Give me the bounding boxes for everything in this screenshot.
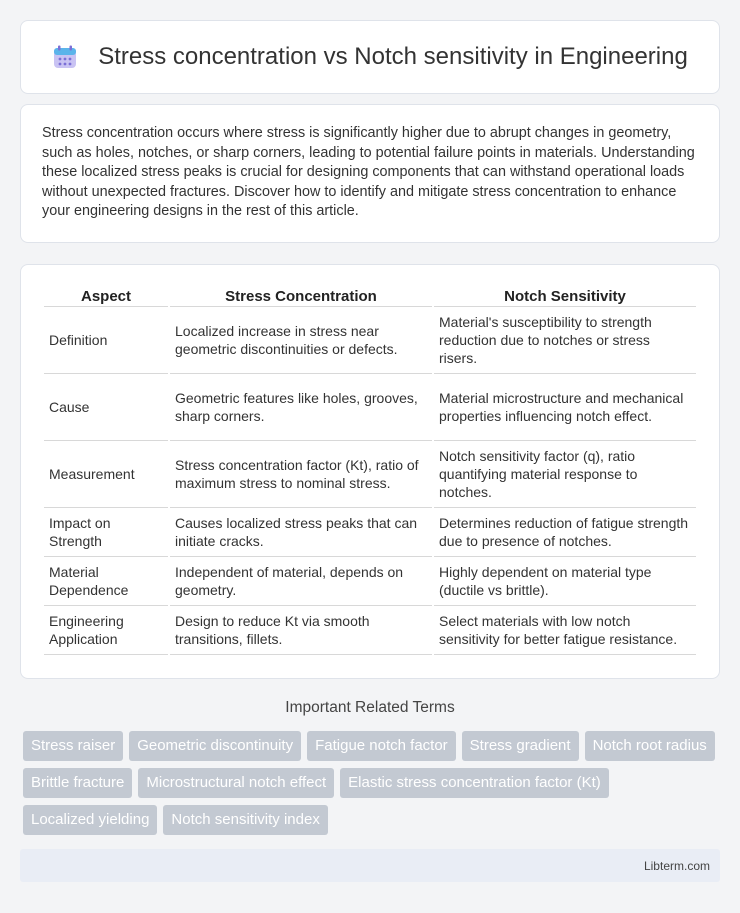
cell-aspect: Cause bbox=[44, 374, 168, 441]
cell-stress: Stress concentration factor (Kt), ratio of maximum stress to nominal stress. bbox=[170, 441, 432, 508]
term-tag[interactable]: Notch root radius bbox=[585, 731, 715, 761]
cell-stress: Geometric features like holes, grooves, sharp corners. bbox=[170, 374, 432, 441]
cell-aspect: Impact on Strength bbox=[44, 508, 168, 557]
footer bbox=[20, 849, 720, 882]
related-terms-list bbox=[23, 731, 723, 835]
table-row bbox=[44, 307, 696, 374]
term-tag[interactable]: Microstructural notch effect bbox=[138, 768, 334, 798]
table-row bbox=[44, 374, 696, 441]
header-card bbox=[20, 20, 720, 94]
calendar-icon bbox=[52, 44, 78, 70]
cell-notch: Material microstructure and mechanical properties influencing notch effect. bbox=[434, 374, 696, 441]
table-header-row bbox=[44, 286, 696, 307]
cell-stress: Independent of material, depends on geometry. bbox=[170, 557, 432, 606]
term-tag[interactable]: Elastic stress concentration factor (Kt) bbox=[340, 768, 609, 798]
table-row bbox=[44, 508, 696, 557]
cell-notch: Select materials with low notch sensitivity for better fatigue resistance. bbox=[434, 606, 696, 655]
cell-notch: Highly dependent on material type (ductile vs brittle). bbox=[434, 557, 696, 606]
comparison-table-card bbox=[20, 264, 720, 679]
cell-notch: Notch sensitivity factor (q), ratio quantifying material response to notches. bbox=[434, 441, 696, 508]
comparison-table bbox=[42, 286, 698, 655]
term-tag[interactable]: Stress raiser bbox=[23, 731, 123, 761]
related-terms-title: Important Related Terms bbox=[285, 699, 455, 716]
intro-paragraph: Stress concentration occurs where stress is significantly higher due to abrupt changes in geometry, such as holes, notches, or sharp corners, leading to potential failure points in materials. Understanding these localized stress peaks is crucial for designing components that can withstand operational loads without unexpected fractures. Discover how to identify and mitigate stress concentration to enhance your engineering designs in the rest of this article. bbox=[42, 125, 695, 220]
table-row bbox=[44, 441, 696, 508]
term-tag[interactable]: Localized yielding bbox=[23, 805, 157, 835]
term-tag[interactable]: Stress gradient bbox=[462, 731, 579, 761]
term-tag[interactable]: Fatigue notch factor bbox=[307, 731, 456, 761]
table-row bbox=[44, 606, 696, 655]
term-tag[interactable]: Brittle fracture bbox=[23, 768, 132, 798]
cell-stress: Design to reduce Kt via smooth transitions, fillets. bbox=[170, 606, 432, 655]
table-row bbox=[44, 557, 696, 606]
term-tag[interactable]: Notch sensitivity index bbox=[163, 805, 327, 835]
cell-stress: Causes localized stress peaks that can initiate cracks. bbox=[170, 508, 432, 557]
cell-aspect: Measurement bbox=[44, 441, 168, 508]
cell-stress: Localized increase in stress near geometric discontinuities or defects. bbox=[170, 307, 432, 374]
cell-aspect: Definition bbox=[44, 307, 168, 374]
header-notch-sensitivity: Notch Sensitivity bbox=[434, 286, 696, 307]
footer-site-link[interactable]: Libterm.com bbox=[643, 858, 710, 873]
cell-notch: Material's susceptibility to strength reduction due to notches or stress risers. bbox=[434, 307, 696, 374]
header-aspect: Aspect bbox=[44, 286, 168, 307]
header-stress-concentration: Stress Concentration bbox=[170, 286, 432, 307]
intro-card bbox=[20, 104, 720, 243]
header bbox=[52, 43, 688, 71]
cell-aspect: Material Dependence bbox=[44, 557, 168, 606]
cell-aspect: Engineering Application bbox=[44, 606, 168, 655]
cell-notch: Determines reduction of fatigue strength due to presence of notches. bbox=[434, 508, 696, 557]
page-title: Stress concentration vs Notch sensitivity in Engineering bbox=[98, 43, 688, 70]
term-tag[interactable]: Geometric discontinuity bbox=[129, 731, 301, 761]
